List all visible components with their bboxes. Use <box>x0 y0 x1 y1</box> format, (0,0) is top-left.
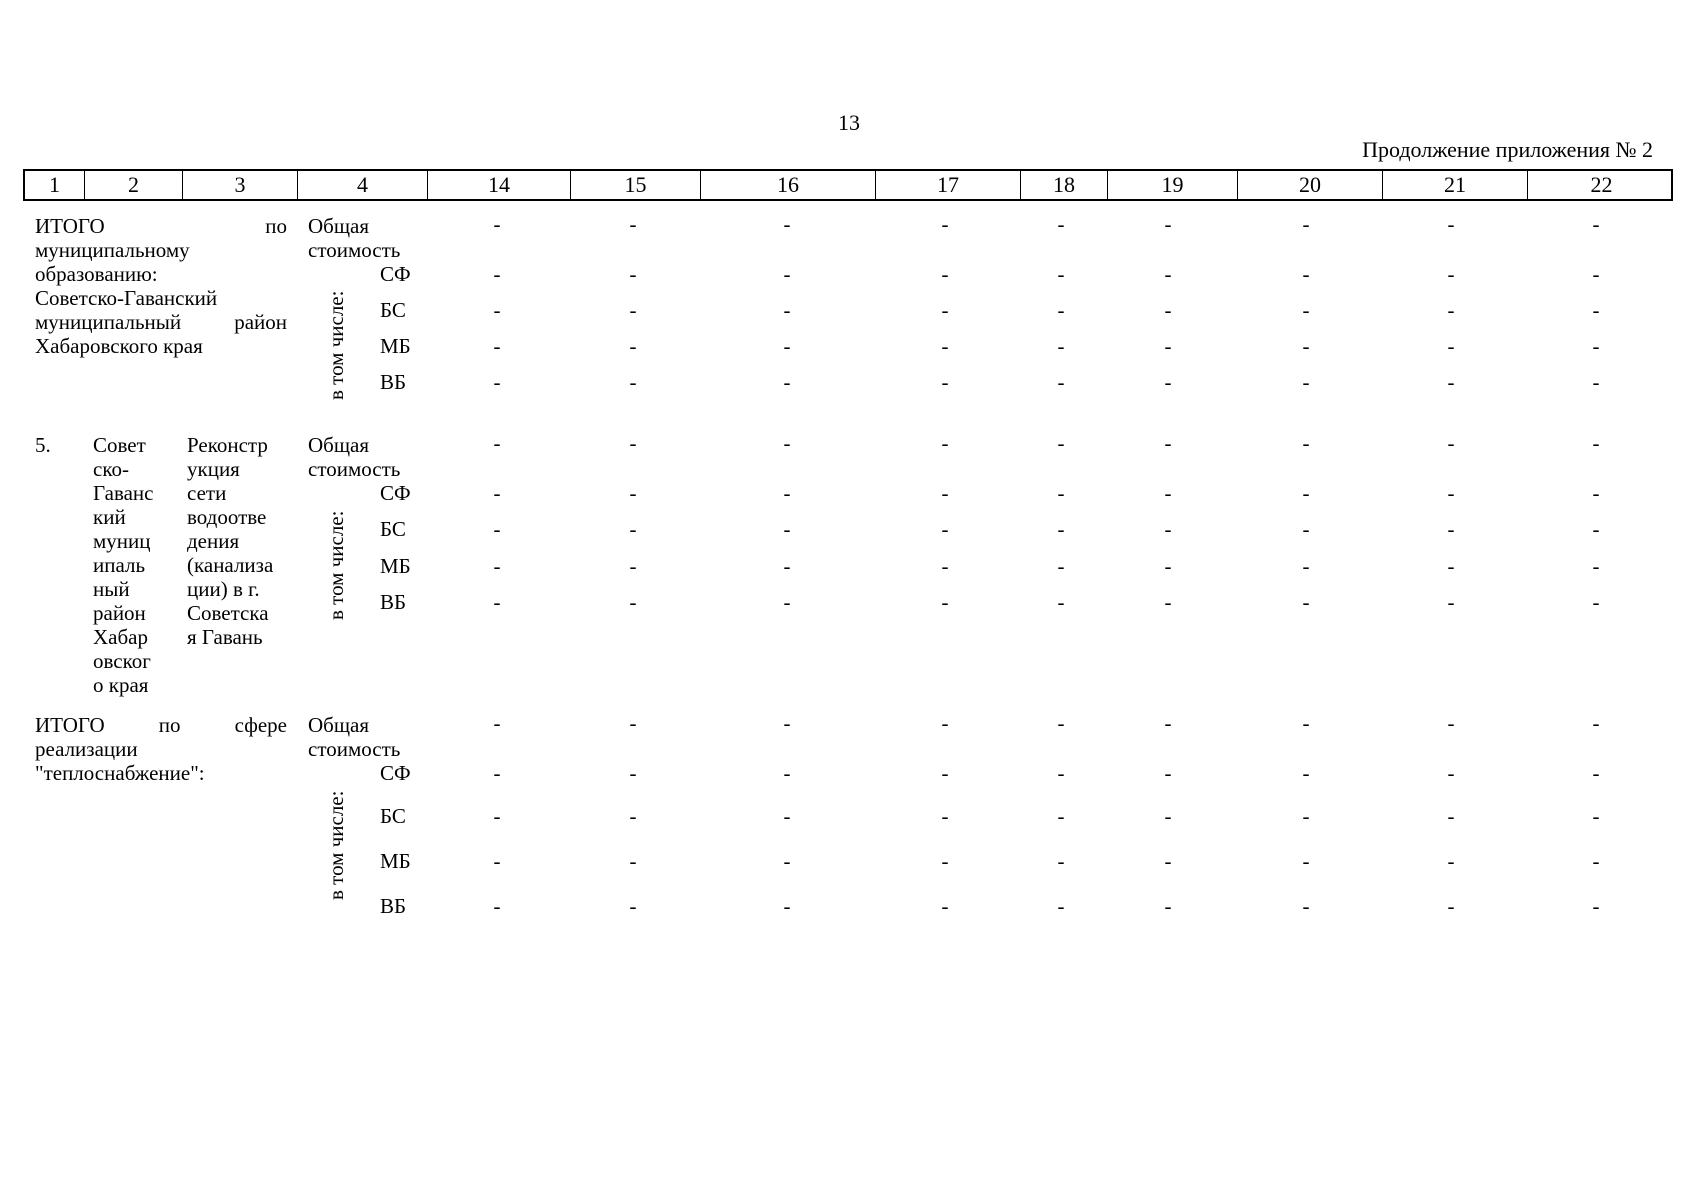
value-dash: - <box>783 711 791 735</box>
value-dash: - <box>493 711 501 735</box>
value-dash: - <box>1302 212 1310 236</box>
project-name-line: укция <box>187 457 240 481</box>
value-dash: - <box>629 761 637 785</box>
value-dash: - <box>629 711 637 735</box>
value-dash: - <box>1164 370 1172 394</box>
value-dash: - <box>493 761 501 785</box>
value-dash: - <box>1164 298 1172 322</box>
value-dash: - <box>783 481 791 505</box>
value-dash: - <box>1164 711 1172 735</box>
value-dash: - <box>1592 370 1600 394</box>
value-dash: - <box>1592 431 1600 455</box>
project-name-line: водоотве <box>187 505 267 529</box>
municipality-name-line: Гаванс <box>93 481 154 505</box>
header-cell-17: 17 <box>875 171 1020 199</box>
value-dash: - <box>1447 431 1455 455</box>
value-dash: - <box>1057 517 1065 541</box>
value-dash: - <box>941 554 949 578</box>
project-name <box>187 433 287 649</box>
value-dash: - <box>1302 804 1310 828</box>
value-dash: - <box>1447 804 1455 828</box>
value-dash: - <box>783 212 791 236</box>
source-label-ВБ: ВБ <box>380 590 407 614</box>
value-dash: - <box>493 262 501 286</box>
value-dash: - <box>1592 262 1600 286</box>
value-dash: - <box>783 262 791 286</box>
header-cell-2: 2 <box>84 171 182 199</box>
value-dash: - <box>629 894 637 918</box>
value-dash: - <box>1447 370 1455 394</box>
continuation-label: Продолжение приложения № 2 <box>1362 137 1653 162</box>
source-label-СФ: СФ <box>380 262 411 286</box>
total-cost-word: стоимость <box>308 737 401 761</box>
value-dash: - <box>629 554 637 578</box>
block-label-word: район <box>234 310 287 334</box>
value-dash: - <box>1057 298 1065 322</box>
source-label-МБ: МБ <box>380 334 411 358</box>
value-dash: - <box>1164 590 1172 614</box>
header-cell-22: 22 <box>1527 171 1675 199</box>
value-dash: - <box>1447 590 1455 614</box>
value-dash: - <box>1447 262 1455 286</box>
value-dash: - <box>1164 212 1172 236</box>
value-dash: - <box>941 804 949 828</box>
municipality-name-line: Хабар <box>93 625 148 649</box>
value-dash: - <box>1164 894 1172 918</box>
block-label <box>35 214 287 358</box>
including-label: в том числе: <box>324 290 348 400</box>
municipality-name-line: район <box>93 601 146 625</box>
value-dash: - <box>1592 334 1600 358</box>
value-dash: - <box>1302 761 1310 785</box>
total-cost-word: Общая <box>308 433 370 457</box>
value-dash: - <box>941 212 949 236</box>
value-dash: - <box>941 298 949 322</box>
value-dash: - <box>493 481 501 505</box>
municipality-name-line: ный <box>93 577 130 601</box>
value-dash: - <box>1592 804 1600 828</box>
value-dash: - <box>941 761 949 785</box>
value-dash: - <box>1302 849 1310 873</box>
value-dash: - <box>629 849 637 873</box>
value-dash: - <box>1057 481 1065 505</box>
value-dash: - <box>1302 517 1310 541</box>
value-dash: - <box>941 370 949 394</box>
value-dash: - <box>1057 334 1065 358</box>
value-dash: - <box>1447 894 1455 918</box>
total-cost-word: стоимость <box>308 457 401 481</box>
value-dash: - <box>783 517 791 541</box>
total-cost-label <box>308 214 428 262</box>
value-dash: - <box>493 804 501 828</box>
value-dash: - <box>941 334 949 358</box>
value-dash: - <box>493 590 501 614</box>
block-label-line: реализации <box>35 737 138 761</box>
header-cell-16: 16 <box>700 171 875 199</box>
value-dash: - <box>1164 481 1172 505</box>
value-dash: - <box>629 334 637 358</box>
header-cell-15: 15 <box>570 171 700 199</box>
value-dash: - <box>629 517 637 541</box>
value-dash: - <box>1447 334 1455 358</box>
header-cell-1: 1 <box>49 172 60 197</box>
value-dash: - <box>629 431 637 455</box>
source-label-МБ: МБ <box>380 554 411 578</box>
total-cost-label <box>308 433 428 481</box>
value-dash: - <box>1302 298 1310 322</box>
value-dash: - <box>783 370 791 394</box>
value-dash: - <box>1302 590 1310 614</box>
value-dash: - <box>1057 894 1065 918</box>
value-dash: - <box>629 212 637 236</box>
value-dash: - <box>1447 481 1455 505</box>
value-dash: - <box>1057 590 1065 614</box>
header-cell-20: 20 <box>1237 171 1382 199</box>
total-cost-label <box>308 713 428 761</box>
value-dash: - <box>1592 481 1600 505</box>
municipality-name <box>93 433 173 697</box>
value-dash: - <box>941 590 949 614</box>
including-label: в том числе: <box>324 790 348 900</box>
block-label-word: по <box>265 214 287 238</box>
value-dash: - <box>941 711 949 735</box>
block-label-word: по <box>158 713 181 737</box>
value-dash: - <box>941 849 949 873</box>
block-label-line: Хабаровского края <box>35 334 203 358</box>
value-dash: - <box>1592 212 1600 236</box>
source-label-БС: БС <box>380 517 406 541</box>
block-label-word: ИТОГО <box>35 214 105 238</box>
value-dash: - <box>1302 334 1310 358</box>
value-dash: - <box>493 298 501 322</box>
project-name-line: сети <box>187 481 227 505</box>
project-name-line: Реконстр <box>187 433 268 457</box>
value-dash: - <box>1302 431 1310 455</box>
value-dash: - <box>783 431 791 455</box>
value-dash: - <box>1057 370 1065 394</box>
source-label-ВБ: ВБ <box>380 894 407 918</box>
total-cost-word: Общая <box>308 713 370 737</box>
value-dash: - <box>1057 554 1065 578</box>
project-name-line: ции) в г. <box>187 577 260 601</box>
value-dash: - <box>1302 481 1310 505</box>
total-cost-word: стоимость <box>308 238 401 262</box>
municipality-name-line: ипаль <box>93 553 146 577</box>
value-dash: - <box>1447 711 1455 735</box>
block-label-line: муниципальному <box>35 238 190 262</box>
value-dash: - <box>1592 849 1600 873</box>
value-dash: - <box>1592 517 1600 541</box>
value-dash: - <box>941 481 949 505</box>
value-dash: - <box>1164 262 1172 286</box>
including-label: в том числе: <box>324 510 348 620</box>
value-dash: - <box>941 431 949 455</box>
source-label-СФ: СФ <box>380 761 411 785</box>
value-dash: - <box>1164 761 1172 785</box>
block-label-line <box>35 310 287 334</box>
municipality-name-line: о края <box>93 673 149 697</box>
value-dash: - <box>629 370 637 394</box>
value-dash: - <box>1592 711 1600 735</box>
value-dash: - <box>493 431 501 455</box>
value-dash: - <box>1057 711 1065 735</box>
municipality-name-line: кий <box>93 505 126 529</box>
row-number: 5. <box>35 433 51 457</box>
value-dash: - <box>783 894 791 918</box>
header-cell-3: 3 <box>182 171 297 199</box>
municipality-name-line: муниц <box>93 529 151 553</box>
source-label-БС: БС <box>380 804 406 828</box>
value-dash: - <box>941 262 949 286</box>
header-cell-18: 18 <box>1020 171 1107 199</box>
value-dash: - <box>783 554 791 578</box>
value-dash: - <box>493 894 501 918</box>
value-dash: - <box>1447 554 1455 578</box>
value-dash: - <box>493 334 501 358</box>
project-name-line: Советска <box>187 601 269 625</box>
value-dash: - <box>629 481 637 505</box>
value-dash: - <box>1302 711 1310 735</box>
value-dash: - <box>1592 761 1600 785</box>
value-dash: - <box>1302 370 1310 394</box>
value-dash: - <box>1164 334 1172 358</box>
project-name-line: (канализа <box>187 553 274 577</box>
value-dash: - <box>1447 761 1455 785</box>
header-cell-4: 4 <box>297 171 427 199</box>
page-number: 13 <box>838 110 860 135</box>
block-label-line: "теплоснабжение": <box>35 761 205 785</box>
value-dash: - <box>1447 298 1455 322</box>
value-dash: - <box>1302 262 1310 286</box>
value-dash: - <box>1164 554 1172 578</box>
block-label-word: муниципальный <box>35 310 182 334</box>
value-dash: - <box>629 298 637 322</box>
block-label-word: ИТОГО <box>35 713 105 737</box>
value-dash: - <box>1302 554 1310 578</box>
block-label-line: образованию: <box>35 262 158 286</box>
value-dash: - <box>1302 894 1310 918</box>
value-dash: - <box>783 334 791 358</box>
source-label-СФ: СФ <box>380 481 411 505</box>
value-dash: - <box>493 554 501 578</box>
value-dash: - <box>1592 894 1600 918</box>
value-dash: - <box>1057 431 1065 455</box>
value-dash: - <box>1447 517 1455 541</box>
value-dash: - <box>1592 298 1600 322</box>
project-name-line: дения <box>187 529 240 553</box>
value-dash: - <box>1164 431 1172 455</box>
value-dash: - <box>1057 849 1065 873</box>
value-dash: - <box>1057 212 1065 236</box>
value-dash: - <box>1057 761 1065 785</box>
value-dash: - <box>1592 554 1600 578</box>
municipality-name-line: ско- <box>93 457 129 481</box>
value-dash: - <box>629 804 637 828</box>
municipality-name-line: Совет <box>93 433 146 457</box>
value-dash: - <box>1057 262 1065 286</box>
block-label-line <box>35 713 287 737</box>
value-dash: - <box>783 590 791 614</box>
value-dash: - <box>1164 804 1172 828</box>
project-name-line: я Гавань <box>187 625 263 649</box>
header-cell-21: 21 <box>1382 171 1527 199</box>
value-dash: - <box>783 804 791 828</box>
value-dash: - <box>1447 849 1455 873</box>
source-label-МБ: МБ <box>380 849 411 873</box>
value-dash: - <box>941 894 949 918</box>
value-dash: - <box>1447 212 1455 236</box>
value-dash: - <box>493 370 501 394</box>
value-dash: - <box>629 262 637 286</box>
value-dash: - <box>1057 804 1065 828</box>
value-dash: - <box>493 517 501 541</box>
value-dash: - <box>629 590 637 614</box>
value-dash: - <box>941 517 949 541</box>
source-label-БС: БС <box>380 298 406 322</box>
table-header-row <box>23 169 1673 201</box>
municipality-name-line: овског <box>93 649 151 673</box>
value-dash: - <box>493 212 501 236</box>
block-label-line: Советско-Гаванский <box>35 286 218 310</box>
value-dash: - <box>783 849 791 873</box>
value-dash: - <box>783 298 791 322</box>
header-cell-19: 19 <box>1107 171 1237 199</box>
value-dash: - <box>1164 849 1172 873</box>
block-label-word: сфере <box>234 713 287 737</box>
value-dash: - <box>783 761 791 785</box>
value-dash: - <box>1592 590 1600 614</box>
value-dash: - <box>493 849 501 873</box>
source-label-ВБ: ВБ <box>380 370 407 394</box>
block-label-line <box>35 214 287 238</box>
value-dash: - <box>1164 517 1172 541</box>
header-cell-14: 14 <box>427 171 570 199</box>
block-label <box>35 713 287 785</box>
total-cost-word: Общая <box>308 214 370 238</box>
